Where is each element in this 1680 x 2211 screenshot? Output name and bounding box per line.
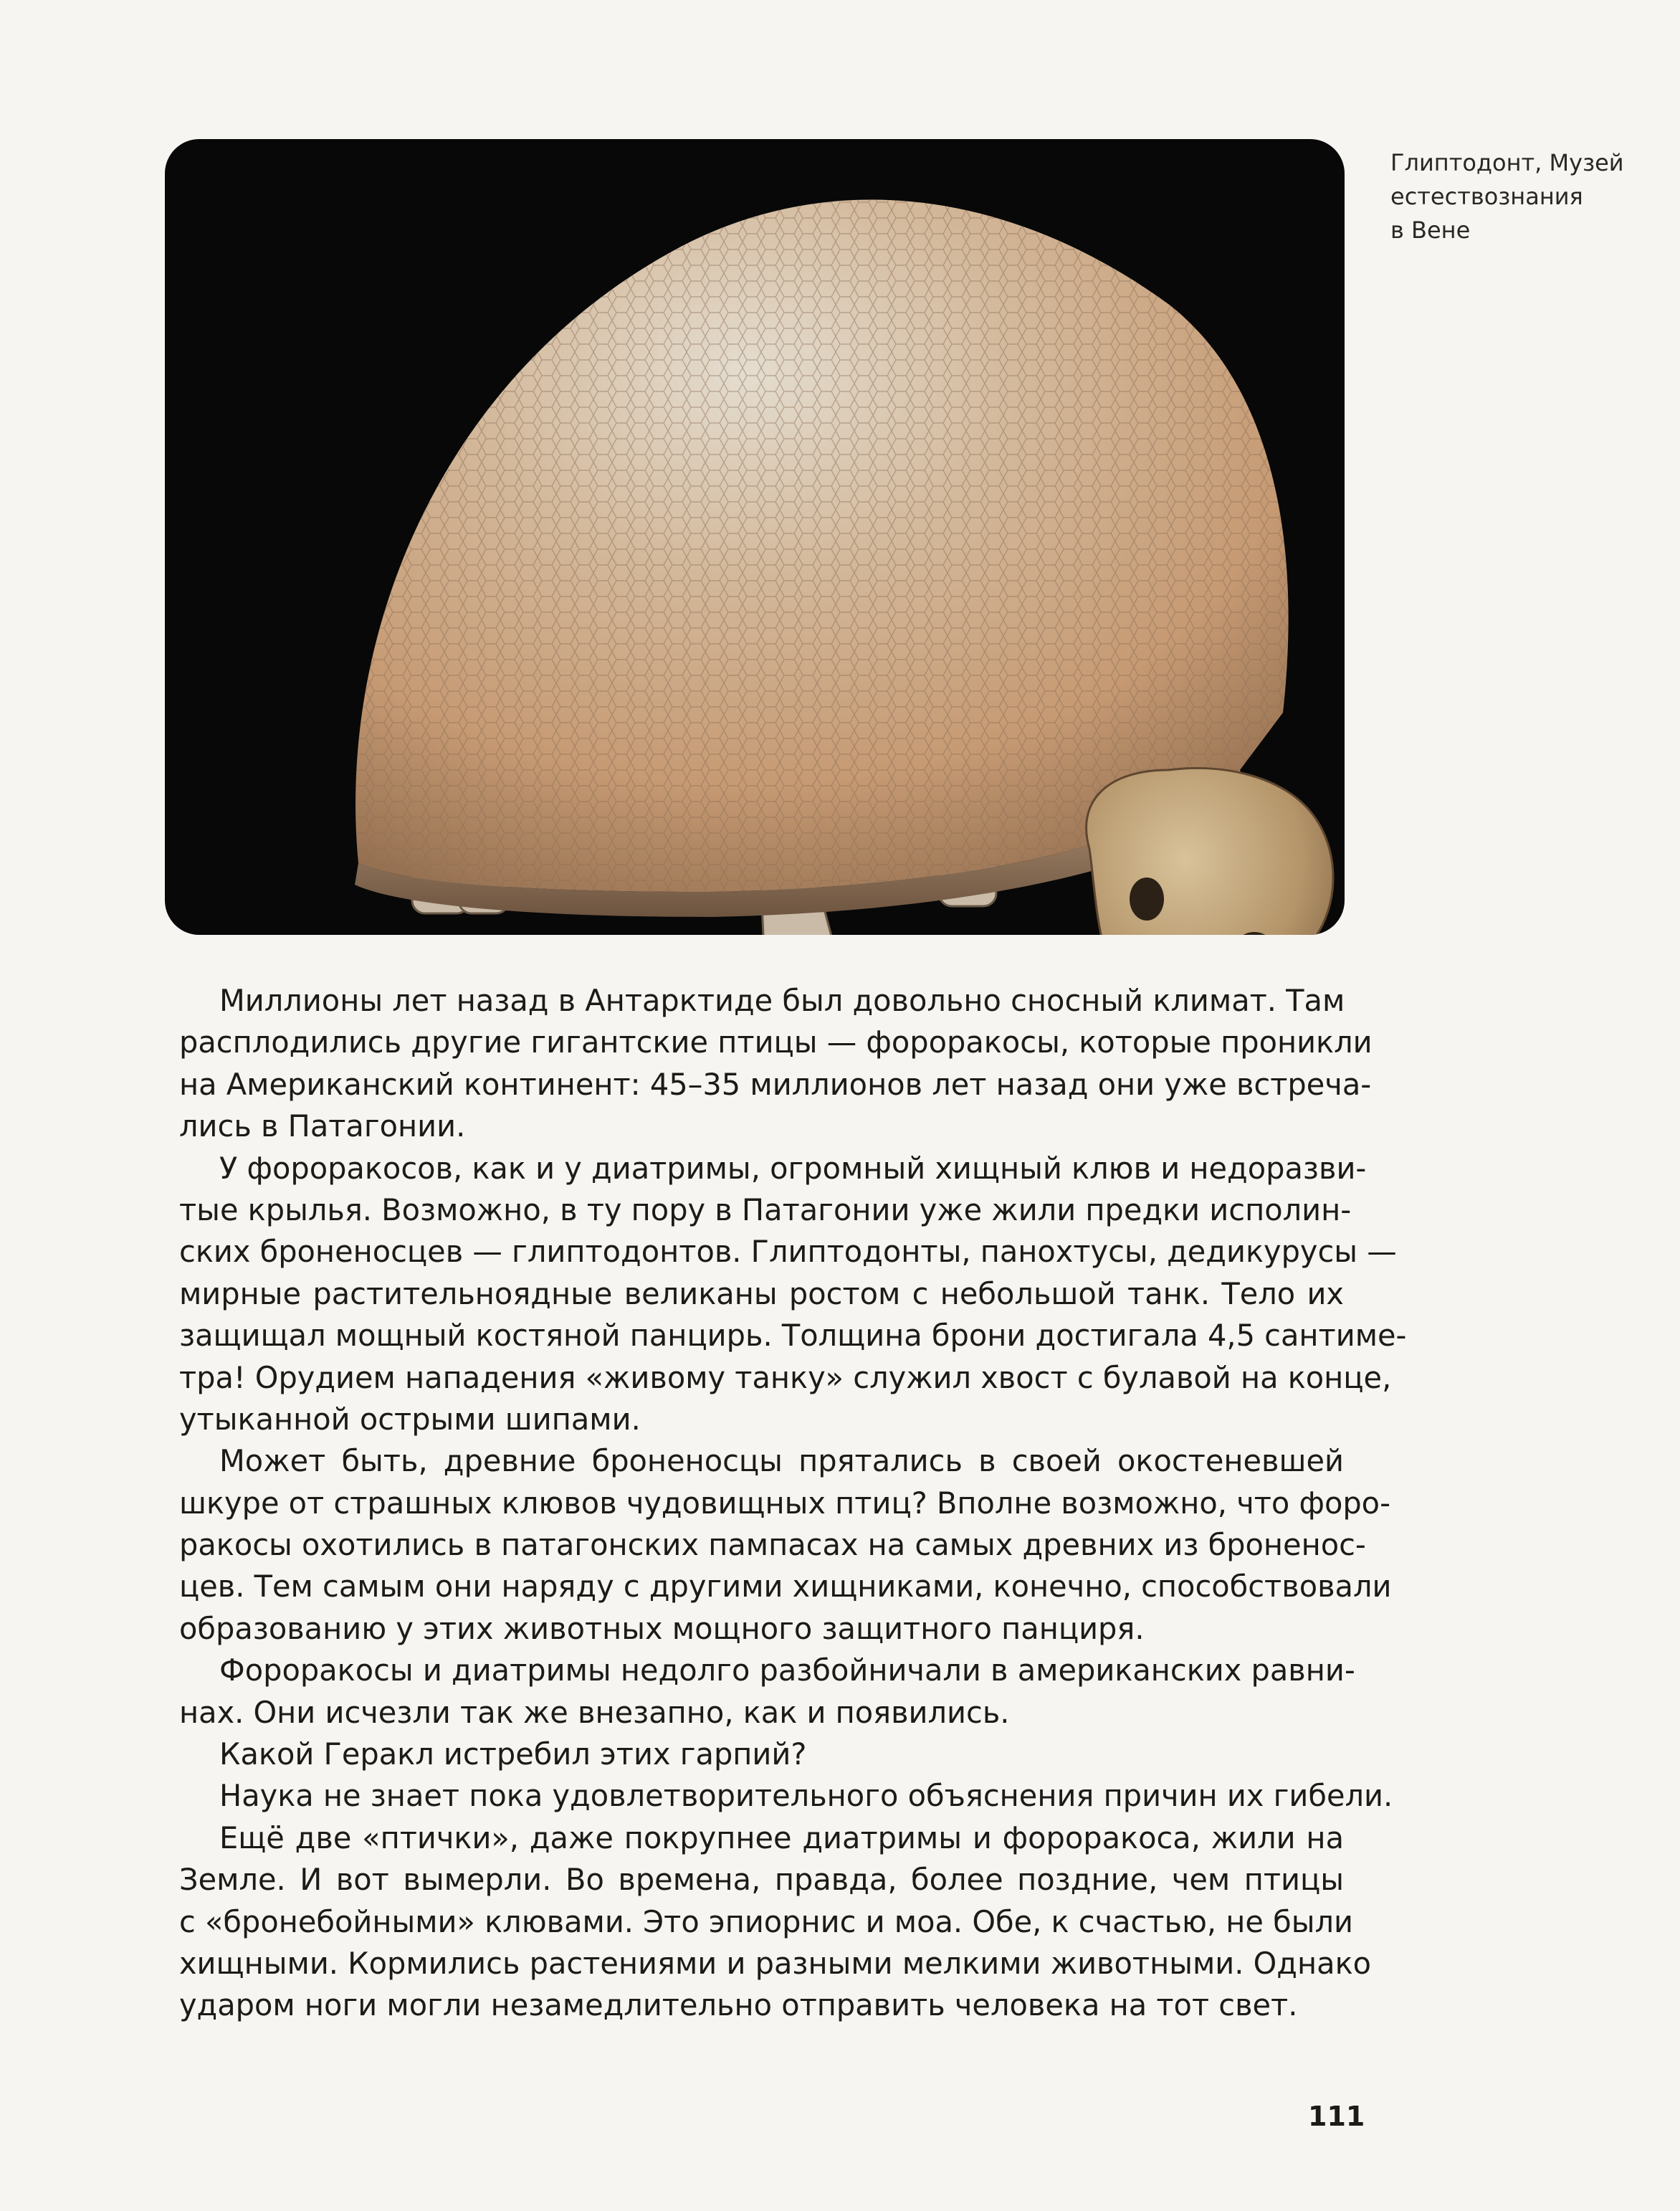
text-line: ударом ноги могли незамедлительно отправить человека на тот свет. (179, 1987, 1298, 2023)
text-line: Миллионы лет назад в Антарктиде был довольно сносный климат. Там (219, 983, 1345, 1018)
paragraph (179, 1817, 1372, 2027)
text-line: У фороракосов, как и у диатримы, огромный хищный клюв и недоразви- (219, 1150, 1367, 1186)
paragraph (179, 1440, 1392, 1650)
text-line: ракосы охотились в патагонских пампасах на самых древних из броненос- (179, 1527, 1366, 1563)
caption-line: естествознания (1390, 183, 1583, 210)
glyptodon-photo (165, 139, 1345, 935)
glyptodon-skull (1087, 769, 1333, 936)
text-line: Земле. И вот вымерли. Во времена, правда, более поздние, чем птицы (179, 1862, 1344, 1898)
caption-line: Глиптодонт, Музей (1390, 149, 1624, 176)
text-line: тра! Орудием нападения «живому танку» служил хвост с булавой на конце, (179, 1359, 1392, 1395)
caption-line: в Вене (1390, 217, 1471, 244)
text-line: лись в Патагонии. (179, 1108, 466, 1144)
text-line: образованию у этих животных мощного защитного панциря. (179, 1610, 1145, 1646)
paragraph (179, 1148, 1407, 1441)
text-line: утыканной острыми шипами. (179, 1401, 641, 1437)
paragraph (179, 1650, 1355, 1734)
body-text (179, 980, 1407, 2027)
text-line: цев. Тем самым они наряду с другими хищниками, конечно, способствовали (179, 1569, 1392, 1604)
text-line: Наука не знает пока удовлетворительного объяснения причин их гибели. (219, 1778, 1393, 1814)
text-line: ских броненосцев — глиптодонтов. Глиптодонты, панохтусы, дедикурусы — (179, 1234, 1397, 1270)
text-line: Может быть, древние броненосцы прятались в своей окостеневшей (219, 1443, 1344, 1479)
paragraph (179, 1734, 1344, 1775)
text-line: Какой Геракл истребил этих гарпий? (219, 1736, 807, 1772)
text-line: хищными. Кормились растениями и разными мелкими животными. Однако (179, 1945, 1372, 1981)
text-line: Ещё две «птички», даже покрупнее диатримы и фороракоса, жили на (219, 1820, 1344, 1855)
text-line: Фороракосы и диатримы недолго разбойничали в американских равни- (219, 1653, 1355, 1688)
glyptodon-illustration (165, 139, 1345, 935)
text-line: нах. Они исчезли так же внезапно, как и появились. (179, 1694, 1010, 1730)
text-line: на Американский континент: 45–35 миллионов лет назад они уже встреча- (179, 1066, 1372, 1102)
text-line: тые крылья. Возможно, в ту пору в Патагонии уже жили предки исполин- (179, 1192, 1352, 1227)
page-number: 111 (1308, 2101, 1365, 2132)
text-line: защищал мощный костяной панцирь. Толщина брони достигала 4,5 сантиме- (179, 1318, 1407, 1354)
text-line: с «бронебойными» клювами. Это эпиорнис и моа. Обе, к счастью, не были (179, 1903, 1353, 1939)
paragraph (179, 980, 1373, 1148)
text-line: шкуре от страшных клювов чудовищных птиц? Вполне возможно, что форо- (179, 1485, 1391, 1521)
text-line: расплодились другие гигантские птицы — фороракосы, которые проникли (179, 1024, 1373, 1060)
text-line: мирные растительноядные великаны ростом с небольшой танк. Тело их (179, 1275, 1344, 1311)
photo-caption (1390, 146, 1663, 247)
paragraph (179, 1775, 1393, 1817)
